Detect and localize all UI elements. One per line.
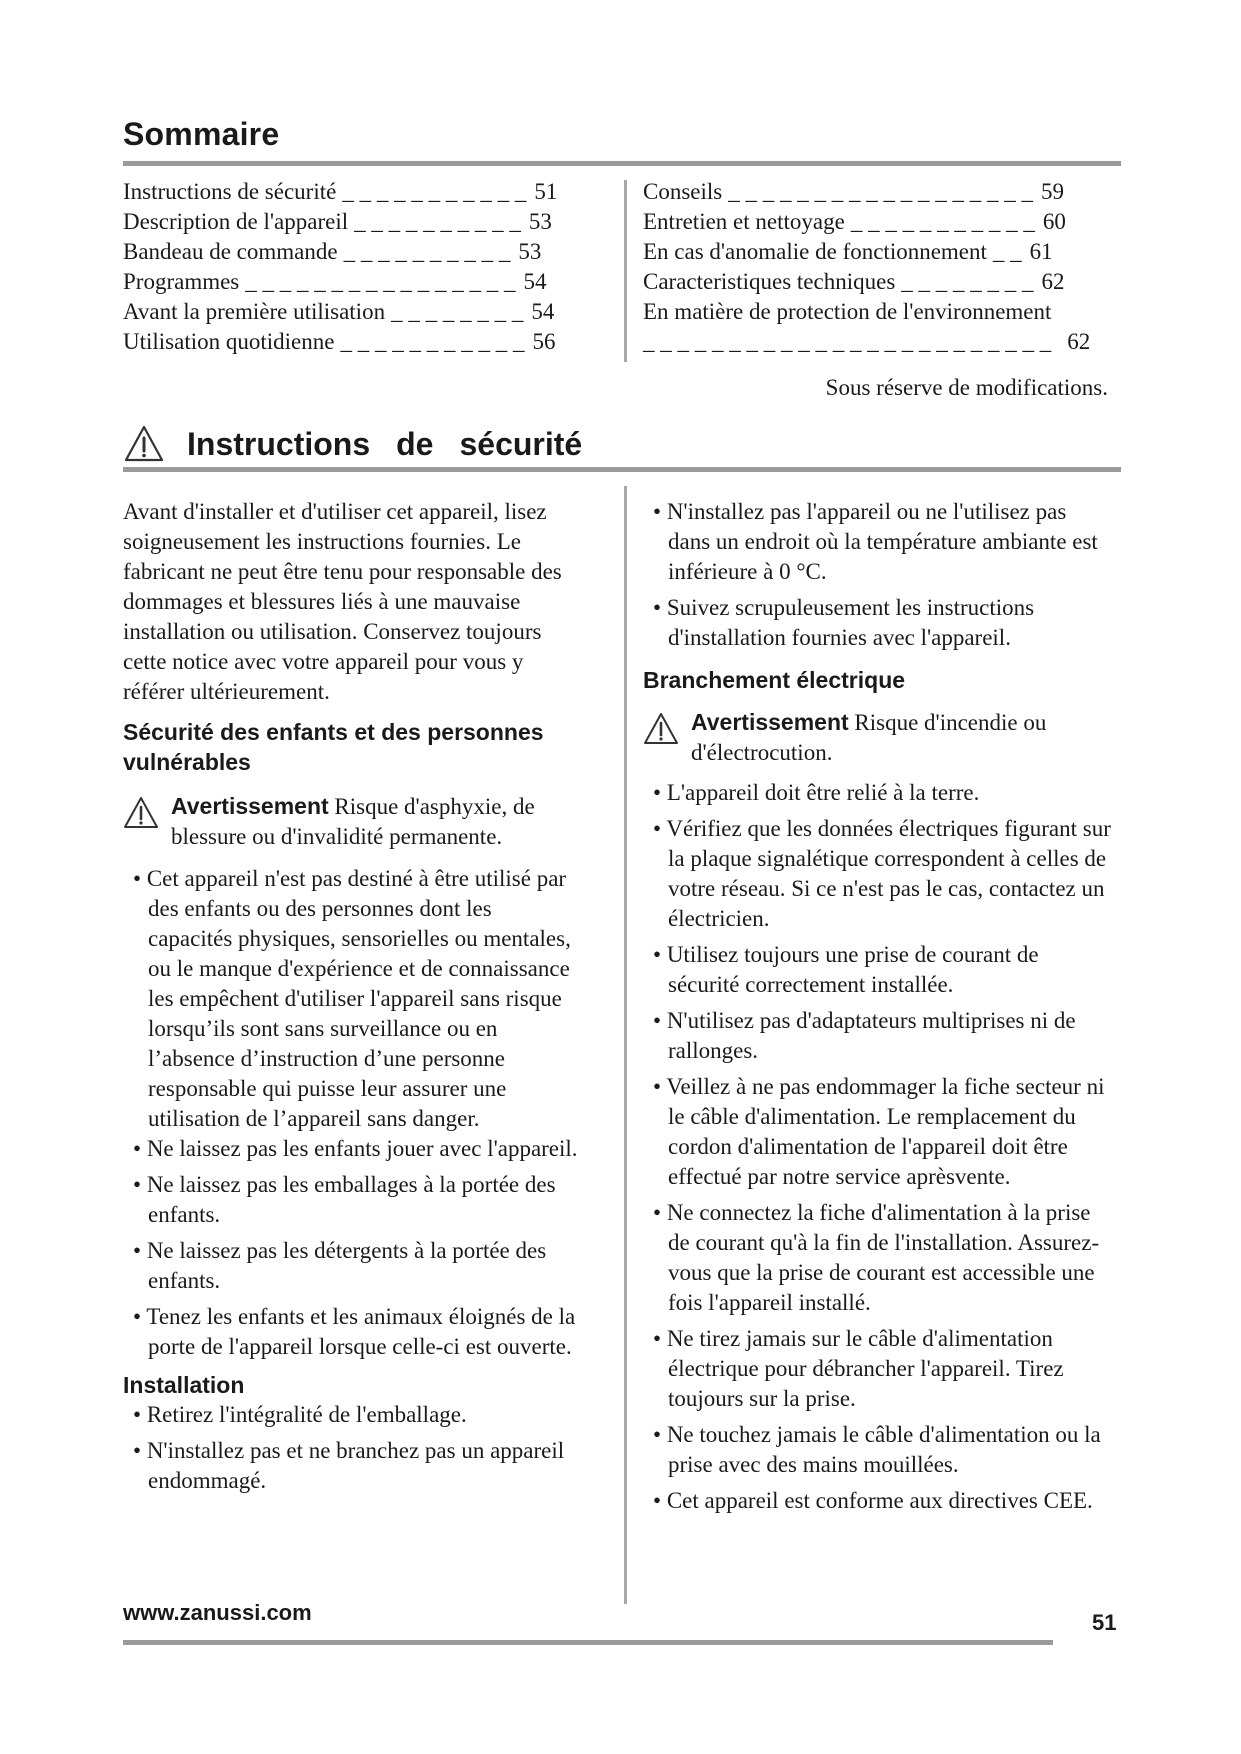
safety-title-word: sécurité — [459, 425, 583, 462]
list-item: • Cet appareil n'est pas destiné à être utilisé par des enfants ou des personnes dont les capacités physiques, sensorielles ou mentales, ou le manque d'expérience et de connaissance les empêchent d'utiliser l'appareil sans risque lorsqu’ils sont sans surveillance ou en l’absence d’instruction d’une personne responsable qui puisse leur assurer une utilisation de l’appareil sans danger. — [133, 866, 571, 1131]
body-left-column — [123, 497, 578, 1496]
list-item: • Veillez à ne pas endommager la fiche secteur ni le câble d'alimentation. Le remplacement du cordon d'alimentation de l'appareil doit être effectué par notre service aprèsvente. — [653, 1074, 1105, 1189]
warning-label: Avertissement — [171, 793, 329, 819]
list-item: • Cet appareil est conforme aux directives CEE. — [653, 1488, 1093, 1513]
toc-entry-continuation[interactable]: _ _ _ _ _ _ _ _ _ _ _ _ _ _ _ _ _ _ _ _ _ _ _ _ 62 — [643, 329, 1091, 354]
list-item: • Ne connectez la fiche d'alimentation à la prise de courant qu'à la fin de l'installation. Assurez-vous que la prise de courant est accessible une fois l'appareil installé. — [653, 1200, 1100, 1315]
warning-triangle-icon — [123, 795, 159, 831]
list-item: • N'installez pas et ne branchez pas un appareil endommagé. — [133, 1438, 565, 1493]
toc-title: Sommaire — [123, 116, 280, 152]
toc-title-rule — [123, 161, 1121, 166]
children-warning — [123, 791, 578, 852]
list-item: • Ne laissez pas les détergents à la portée des enfants. — [133, 1238, 547, 1293]
safety-title-word: de — [396, 425, 434, 462]
warning-label: Avertissement — [691, 709, 849, 735]
list-item: • Tenez les enfants et les animaux éloignés de la porte de l'appareil lorsque celle-ci est ouverte. — [133, 1304, 576, 1359]
toc-entry[interactable]: Conseils _ _ _ _ _ _ _ _ _ _ _ _ _ _ _ _ _ _ 59 — [643, 179, 1064, 204]
toc-entry[interactable]: Bandeau de commande _ _ _ _ _ _ _ _ _ _ 53 — [123, 239, 542, 264]
warning-triangle-icon — [123, 424, 165, 464]
safety-title-rule — [123, 467, 1121, 472]
electrical-heading: Branchement électrique — [643, 667, 906, 693]
toc-entry[interactable]: Avant la première utilisation _ _ _ _ _ _ _ _ 54 — [123, 299, 555, 324]
toc-entry[interactable]: Programmes _ _ _ _ _ _ _ _ _ _ _ _ _ _ _ _ 54 — [123, 269, 547, 294]
list-item: • Ne touchez jamais le câble d'alimentation ou la prise avec des mains mouillées. — [653, 1422, 1101, 1477]
body-right-column — [643, 497, 1113, 1516]
warning-text: Risque d'incendie ou d'électrocution. — [691, 710, 1047, 765]
warning-text: Risque d'asphyxie, de blessure ou d'invalidité permanente. — [171, 794, 535, 849]
list-item: • L'appareil doit être relié à la terre. — [653, 780, 980, 805]
children-safety-heading: Sécurité des enfants et des personnes vulnérables — [123, 719, 544, 775]
toc-right-column — [643, 177, 1113, 357]
list-item: • Suivez scrupuleusement les instructions d'installation fournies avec l'appareil. — [653, 595, 1035, 650]
electrical-warning — [643, 707, 1113, 768]
footer-rule — [123, 1640, 1053, 1645]
safety-title-word: Instructions — [187, 425, 371, 462]
list-item: • N'installez pas l'appareil ou ne l'utilisez pas dans un endroit où la température ambiante est inférieure à 0 °C. — [653, 499, 1098, 584]
list-item: • N'utilisez pas d'adaptateurs multiprises ni de rallonges. — [653, 1008, 1076, 1063]
list-item: • Ne tirez jamais sur le câble d'alimentation électrique pour débrancher l'appareil. Tirez toujours sur la prise. — [653, 1326, 1064, 1411]
toc-entry[interactable]: Utilisation quotidienne _ _ _ _ _ _ _ _ _ _ _ 56 — [123, 329, 556, 354]
toc-column-divider — [624, 180, 627, 362]
list-item: • Vérifiez que les données électriques figurant sur la plaque signalétique correspondent à celles de votre réseau. Si ce n'est pas le cas, contactez un électricien. — [653, 816, 1111, 931]
list-item: • Retirez l'intégralité de l'emballage. — [133, 1402, 467, 1427]
list-item: • Ne laissez pas les emballages à la portée des enfants. — [133, 1172, 556, 1227]
toc-entry[interactable]: Entretien et nettoyage _ _ _ _ _ _ _ _ _ _ _ 60 — [643, 209, 1066, 234]
footer-url-link[interactable]: www.zanussi.com — [123, 1600, 312, 1625]
installation-heading: Installation — [123, 1372, 245, 1398]
warning-triangle-icon — [643, 711, 679, 747]
list-item: • Ne laissez pas les enfants jouer avec l'appareil. — [133, 1136, 578, 1161]
toc-entry[interactable]: En cas d'anomalie de fonctionnement _ _ 61 — [643, 239, 1053, 264]
toc-entry[interactable]: Instructions de sécurité _ _ _ _ _ _ _ _ _ _ _ 51 — [123, 179, 558, 204]
toc-entry[interactable]: En matière de protection de l'environnement — [643, 299, 1052, 324]
safety-title — [123, 424, 582, 464]
toc-left-column — [123, 177, 603, 357]
body-column-divider — [624, 486, 627, 1604]
toc-entry[interactable]: Caracteristiques techniques _ _ _ _ _ _ _ _ 62 — [643, 269, 1065, 294]
list-item: • Utilisez toujours une prise de courant de sécurité correctement installée. — [653, 942, 1039, 997]
page-number: 51 — [1092, 1610, 1117, 1635]
toc-entry[interactable]: Description de l'appareil _ _ _ _ _ _ _ _ _ _ 53 — [123, 209, 552, 234]
safety-intro: Avant d'installer et d'utiliser cet appareil, lisez soigneusement les instructions fournies. Le fabricant ne peut être tenu pour responsable des dommages et blessures liés à une mauvaise installation ou utilisation. Conservez toujours cette notice avec votre appareil pour vous y référer ultérieurement. — [123, 499, 562, 704]
reserve-note: Sous réserve de modifications. — [825, 375, 1108, 400]
